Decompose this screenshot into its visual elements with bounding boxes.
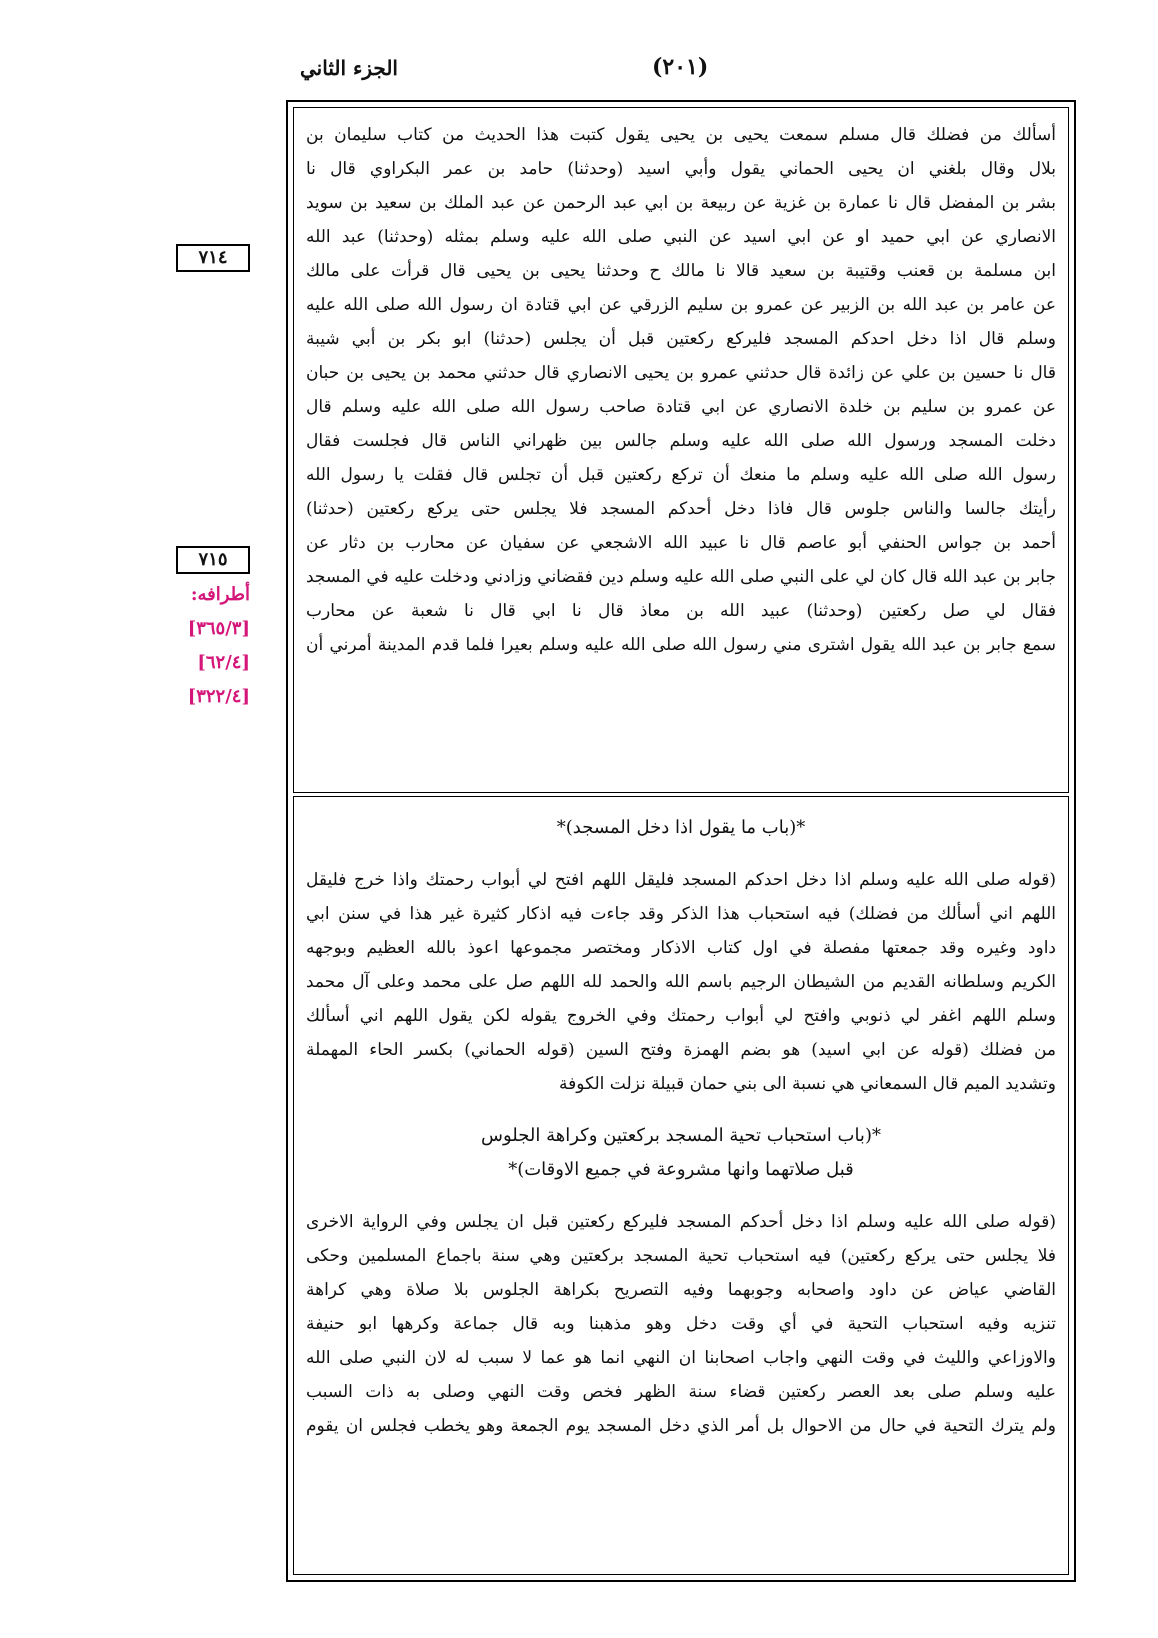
chapter-heading-cont: قبل صلاتهما وانها مشروعة في جميع الاوقات)* — [508, 1159, 854, 1180]
hadith-line: عن عمرو بن سليم بن خلدة الانصاري عن ابي قتادة صاحب رسول الله صلى الله عليه وسلم قال — [306, 397, 1056, 417]
commentary-box — [293, 796, 1069, 1575]
commentary-line: وتشديد الميم قال السمعاني هي نسبة الى بني حمان قبيلة نزلت الكوفة — [559, 1074, 1056, 1094]
commentary-line: القاضي عياض عن داود واصحابه وجوبهما وفيه التصريح بكراهة الجلوس بلا صلاة وهي كراهة — [306, 1280, 1056, 1300]
hadith-line: وسلم قال اذا دخل احدكم المسجد فليركع ركعتين قبل أن يجلس (حدثنا) ابو بكر بن أبي شيبة — [306, 329, 1056, 349]
hadith-text-box — [293, 107, 1069, 793]
ref-2: [٦٢/٤] — [197, 652, 250, 673]
hadith-line: أحمد بن جواس الحنفي أبو عاصم قال نا عبيد الله الاشجعي عن سفيان عن محارب بن دثار عن — [306, 533, 1056, 553]
hadith-line: بلال وقال بلغني ان يحيى الحماني يقول وأبي اسيد (وحدثنا) حامد بن عمر البكراوي قال نا — [306, 159, 1056, 179]
page-frame — [286, 100, 1076, 1582]
commentary-line: وسلم اللهم اغفر لي ذنوبي وافتح لي أبواب رحمتك وفي الخروج يقوله لكن يقول اللهم اني أسألك — [306, 1006, 1056, 1026]
commentary-line: فلا يجلس حتى يركع ركعتين) فيه استحباب تحية المسجد بركعتين وهي سنة باجماع المسلمين وحكى — [306, 1246, 1056, 1266]
hadith-line: دخلت المسجد ورسول الله صلى الله عليه وسلم جالس بين ظهراني الناس قال فجلست فقال — [306, 431, 1056, 451]
hadith-line: الانصاري عن ابي حميد او عن ابي اسيد عن النبي صلى الله عليه وسلم بمثله (وحدثنا) عبد الله — [306, 227, 1056, 247]
commentary-line: (قوله صلى الله عليه وسلم اذا دخل أحدكم المسجد فليركع ركعتين قبل ان يجلس وفي الرواية الاخرى — [306, 1212, 1056, 1232]
commentary-line: (قوله صلى الله عليه وسلم اذا دخل احدكم المسجد فليقل اللهم افتح لي أبواب رحمتك واذا خرج فليقل — [306, 870, 1056, 890]
commentary-line: عليه وسلم صلى بعد العصر ركعتين قضاء سنة الظهر فخص وقت النهي وصلى به ذات السبب — [306, 1382, 1056, 1402]
hadith-line: أسألك من فضلك قال مسلم سمعت يحيى بن يحيى يقول كتبت هذا الحديث من كتاب سليمان بن — [306, 125, 1056, 145]
hadith-number-714: ٧١٤ — [176, 244, 250, 272]
hadith-line: جابر بن عبد الله قال كان لي على النبي صلى الله عليه وسلم دين فقضاني وزادني ودخلت عليه في المسجد — [306, 567, 1056, 587]
volume-label: الجزء الثاني — [300, 56, 398, 80]
commentary-line: تنزيه وفيه استحباب التحية في أي وقت دخل وهو مذهبنا وبه قال جماعة وكرهها ابو حنيفة — [306, 1314, 1056, 1334]
commentary-line: الكريم وسلطانه القديم من الشيطان الرجيم باسم الله والحمد لله اللهم صل على محمد وعلى آل محمد — [306, 972, 1056, 992]
page-number: (٢٠١) — [652, 54, 709, 80]
hadith-line: قال نا حسين بن علي عن زائدة قال حدثني عمرو بن يحيى الانصاري قال حدثني محمد بن يحيى بن حبان — [306, 363, 1056, 383]
ref-1: [٣٦٥/٣] — [187, 618, 250, 639]
ref-3: [٣٢٢/٤] — [187, 686, 250, 707]
commentary-line: والاوزاعي والليث في وقت النهي واجاب اصحابنا ان النهي انما هو عما لا سبب له لان النبي صلى الله — [306, 1348, 1056, 1368]
commentary-line: من فضلك (قوله عن ابي اسيد) هو بضم الهمزة وفتح السين (قوله الحماني) بكسر الحاء المهملة — [306, 1040, 1056, 1060]
commentary-line: ولم يترك التحية في حال من الاحوال بل أمر الذي دخل المسجد يوم الجمعة وهو يخطب فجلس ان يقوم — [306, 1416, 1056, 1436]
hadith-line: ابن مسلمة بن قعنب وقتيبة بن سعيد قالا نا مالك ح وحدثنا يحيى بن يحيى قال قرأت على مالك — [306, 261, 1056, 281]
hadith-number-715: ٧١٥ — [176, 546, 250, 574]
hadith-line: رسول الله صلى الله عليه وسلم ما منعك أن تركع ركعتين قبل أن تجلس قال فقلت يا رسول الله — [306, 465, 1056, 485]
commentary-line: داود وغيره وقد جمعتها مفصلة في اول كتاب الاذكار ومختصر مجموعها اعوذ بالله العظيم وبوجهه — [306, 938, 1056, 958]
hadith-line: رأيتك جالسا والناس جلوس قال فاذا دخل أحدكم المسجد فلا يجلس حتى يركع ركعتين (حدثنا) — [306, 499, 1056, 519]
hadith-line: سمع جابر بن عبد الله يقول اشترى مني رسول الله صلى الله عليه وسلم بعيرا فلما قدم المدينة أمرني أن — [306, 635, 1056, 655]
hadith-line: فقال لي صل ركعتين (وحدثنا) عبيد الله بن معاذ قال نا ابي قال نا شعبة عن محارب — [306, 601, 1056, 621]
chapter-heading: *(باب استحباب تحية المسجد بركعتين وكراهة الجلوس — [481, 1125, 881, 1146]
atraf-label: أطرافه: — [190, 584, 250, 605]
commentary-line: اللهم اني أسألك من فضلك) فيه استحباب هذا الذكر وقد جاءت فيه اذكار كثيرة غير هذا في سنن ابي — [306, 904, 1056, 924]
hadith-line: بشر بن المفضل قال نا عمارة بن غزية عن ربيعة بن ابي عبد الرحمن عن عبد الملك بن سعيد بن سويد — [306, 193, 1056, 213]
chapter-heading: *(باب ما يقول اذا دخل المسجد)* — [556, 817, 806, 838]
hadith-line: عن عامر بن عبد الله بن الزبير عن عمرو بن سليم الزرقي عن ابي قتادة ان رسول الله صلى الله عليه — [306, 295, 1056, 315]
